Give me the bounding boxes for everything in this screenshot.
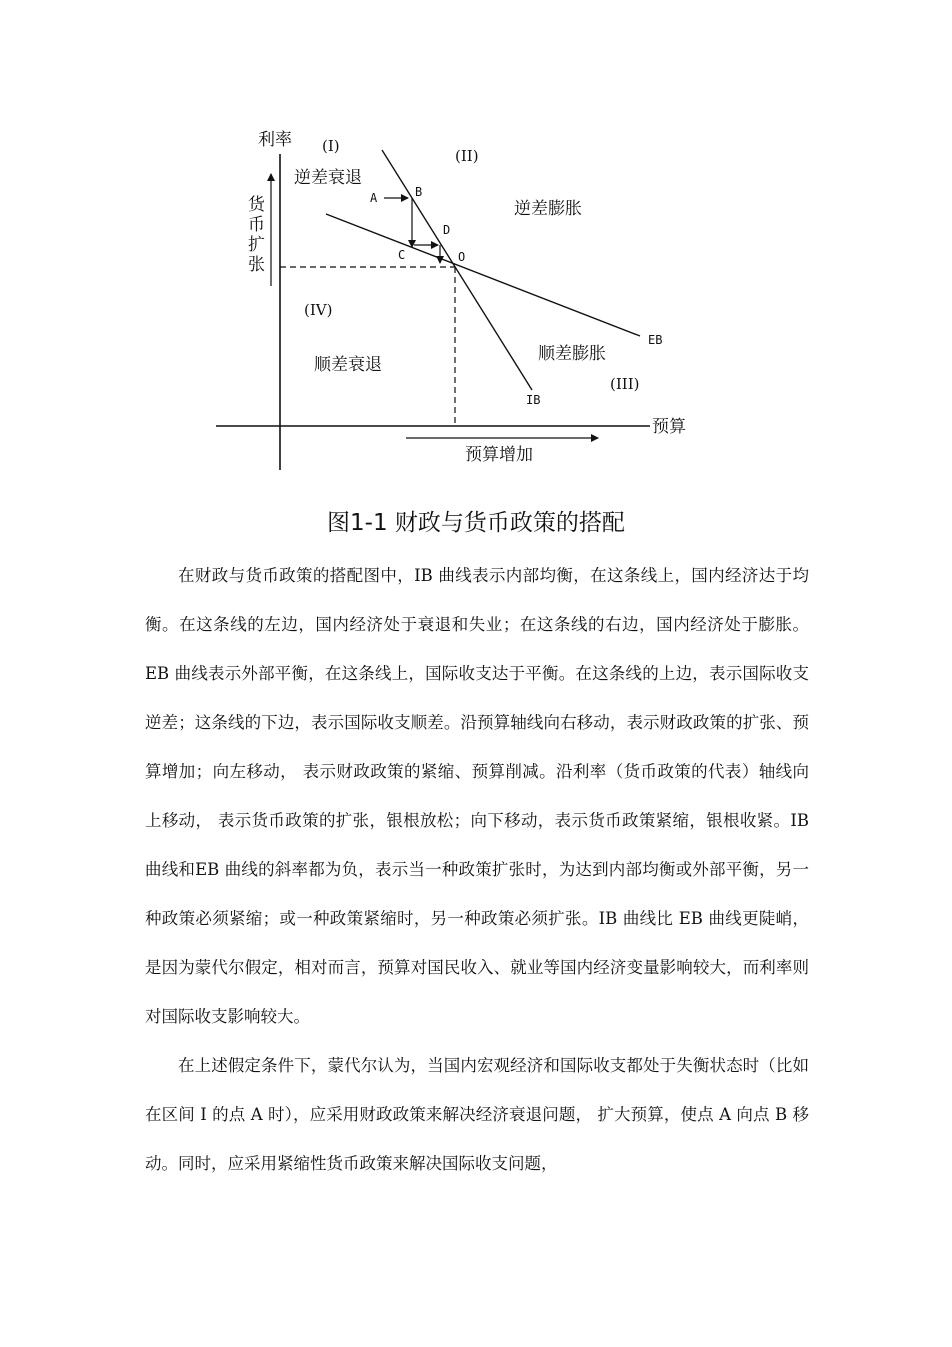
figure-caption: 图1-1 财政与货币政策的搭配 — [327, 510, 625, 536]
paragraph: 在上述假定条件下，蒙代尔认为，当国内宏观经济和国际收支都处于失衡状态时（比如在区间 I 的点 A 时），应采用财政政策来解决经济衰退问题， 扩大预算，使点 A 向点 B 移动。同时，应采用紧缩性货币政策来解决国际收支问题， — [145, 1056, 809, 1173]
point-o-label: O — [458, 250, 466, 264]
y-arrow-char: 货 — [248, 195, 265, 215]
region-name-top-right: 逆差膨胀 — [514, 199, 582, 219]
region-3-label: (III) — [610, 375, 640, 393]
region-name-top-left: 逆差衰退 — [294, 168, 362, 188]
paragraph: 在财政与货币政策的搭配图中，IB 曲线表示内部均衡，在这条线上，国内经济达于均衡。在这条线的左边，国内经济处于衰退和失业；在这条线的右边，国内经济处于膨胀。EB 曲线表示外部平衡，在这条线上，国际收支达于平衡。在这条线的上边，表示国际收支逆差；这条线的下边，表示国际收支顺差。沿预算轴线向右移动，表示财政政策的扩张、预算增加；向左移动， 表示财政政策的紧缩、预算削减。沿利率（货币政策的代表）轴线向上移动， 表示货币政策的扩张，银根放松；向下移动，表示货币政策紧缩，银根收紧。IB 曲线和EB 曲线的斜率都为负，表示当一种政策扩张时，为达到内部均衡或外部平衡，另一种政策必须紧缩；或一种政策紧缩时，另一种政策必须扩张。IB 曲线比 EB 曲线更陡峭，是因为蒙代尔假定，相对而言，预算对国民收入、就业等国内经济变量影响较大，而利率则对国际收支影响较大。 — [145, 566, 809, 1026]
region-4-label: (IV) — [304, 301, 333, 319]
body-text — [145, 551, 809, 1188]
eb-curve-label: EB — [648, 333, 663, 347]
region-2-label: (II) — [455, 147, 479, 165]
eb-curve — [326, 214, 640, 336]
policy-mix-diagram — [200, 118, 720, 488]
ib-curve-label: IB — [526, 393, 541, 407]
point-c-label: C — [398, 248, 406, 262]
y-axis-label: 利率 — [258, 130, 292, 150]
point-d-label: D — [443, 223, 451, 237]
region-1-label: (I) — [322, 137, 340, 155]
y-arrow-char: 扩 — [248, 235, 265, 255]
region-name-bottom-left: 顺差衰退 — [314, 355, 382, 375]
point-a-label: A — [370, 191, 378, 205]
point-b-label: B — [415, 185, 423, 199]
x-axis-label: 预算 — [652, 417, 686, 437]
ib-curve — [382, 150, 532, 390]
y-arrow-char: 币 — [248, 215, 265, 235]
y-arrow-char: 张 — [248, 255, 265, 275]
x-arrow-label: 预算增加 — [465, 445, 533, 465]
region-name-bottom-right: 顺差膨胀 — [538, 344, 606, 364]
